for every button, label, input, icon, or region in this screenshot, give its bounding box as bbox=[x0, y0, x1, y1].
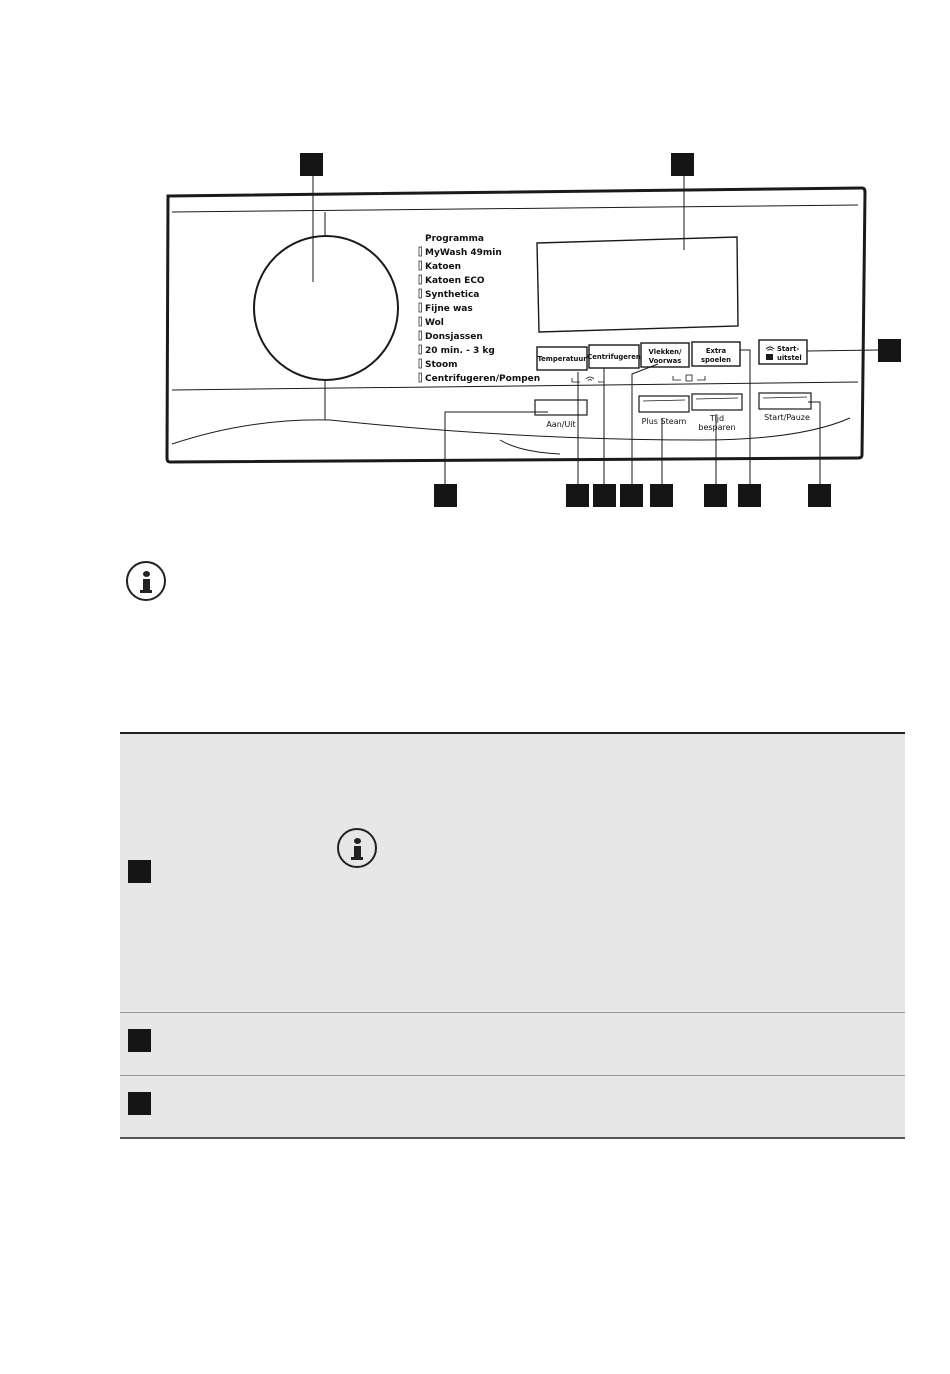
program-item: Fijne was bbox=[425, 304, 473, 314]
program-indicator bbox=[419, 331, 422, 340]
program-indicator bbox=[419, 303, 422, 312]
callout-marker bbox=[738, 484, 761, 507]
row-marker bbox=[128, 1092, 151, 1115]
plus-steam-button[interactable] bbox=[639, 396, 689, 426]
program-knob[interactable] bbox=[254, 236, 398, 380]
callout-marker bbox=[566, 484, 589, 507]
rinse-label-1: Extra bbox=[705, 347, 727, 355]
callout-marker bbox=[300, 153, 323, 176]
row-marker bbox=[128, 860, 151, 883]
program-indicator bbox=[419, 289, 422, 298]
time-save-button[interactable] bbox=[692, 394, 742, 432]
play-icon bbox=[766, 354, 773, 360]
program-indicator bbox=[419, 317, 422, 326]
program-heading: Programma bbox=[425, 234, 485, 244]
callout-marker bbox=[808, 484, 831, 507]
callout-marker bbox=[434, 484, 457, 507]
delay-start-button[interactable] bbox=[759, 340, 807, 364]
spin-button[interactable] bbox=[587, 345, 641, 368]
remote-control-indicator bbox=[572, 377, 604, 382]
stains-label-1: Vlekken/ bbox=[648, 348, 682, 356]
stains-label-2: Voorwas bbox=[648, 357, 682, 365]
callout-marker bbox=[704, 484, 727, 507]
program-indicator bbox=[419, 275, 422, 284]
delay-label-2: uitstel bbox=[777, 354, 802, 362]
plus-steam-label: Plus Steam bbox=[641, 417, 687, 426]
time-save-label-1: Tijd bbox=[709, 414, 725, 423]
start-pause-button[interactable] bbox=[759, 393, 811, 422]
time-save-label-2: besparen bbox=[698, 423, 736, 432]
program-indicator bbox=[419, 345, 422, 354]
delay-label-1: Start- bbox=[777, 345, 800, 353]
table-row bbox=[120, 1013, 905, 1076]
program-item: Wol bbox=[425, 318, 444, 328]
callout-marker bbox=[593, 484, 616, 507]
callout-marker bbox=[650, 484, 673, 507]
start-pause-label: Start/Pauze bbox=[764, 413, 810, 422]
stains-prewash-button[interactable] bbox=[641, 343, 689, 367]
table-row bbox=[120, 734, 905, 1013]
program-item: 20 min. - 3 kg bbox=[425, 346, 495, 356]
program-indicator bbox=[419, 261, 422, 270]
table-row bbox=[120, 1076, 905, 1139]
program-indicator bbox=[419, 373, 422, 382]
extra-rinse-button[interactable] bbox=[692, 342, 740, 366]
callout-marker bbox=[671, 153, 694, 176]
lock-indicator bbox=[673, 375, 705, 381]
spin-label: Centrifugeren bbox=[587, 353, 641, 361]
program-item: Katoen bbox=[425, 262, 462, 272]
info-icon bbox=[126, 561, 166, 601]
program-item: Synthetica bbox=[425, 290, 480, 300]
on-off-button[interactable] bbox=[535, 400, 587, 429]
rinse-label-2: spoelen bbox=[701, 356, 731, 364]
program-item: Katoen ECO bbox=[425, 276, 485, 286]
program-list bbox=[419, 234, 540, 384]
program-indicator bbox=[419, 359, 422, 368]
program-item: Centrifugeren/Pompen bbox=[425, 374, 541, 384]
leader-lines bbox=[313, 176, 878, 486]
on-off-label: Aan/Uit bbox=[546, 420, 576, 429]
info-icon bbox=[337, 828, 377, 868]
program-item: Stoom bbox=[425, 360, 458, 370]
description-table bbox=[120, 732, 905, 1139]
temperature-button[interactable] bbox=[537, 347, 587, 370]
callout-marker bbox=[878, 339, 901, 362]
row-marker bbox=[128, 1029, 151, 1052]
callout-marker bbox=[620, 484, 643, 507]
program-indicator bbox=[419, 247, 422, 256]
program-item: Donsjassen bbox=[425, 332, 483, 342]
temperature-label: Temperatuur bbox=[537, 355, 587, 363]
display bbox=[537, 237, 738, 332]
program-item: MyWash 49min bbox=[425, 248, 502, 258]
